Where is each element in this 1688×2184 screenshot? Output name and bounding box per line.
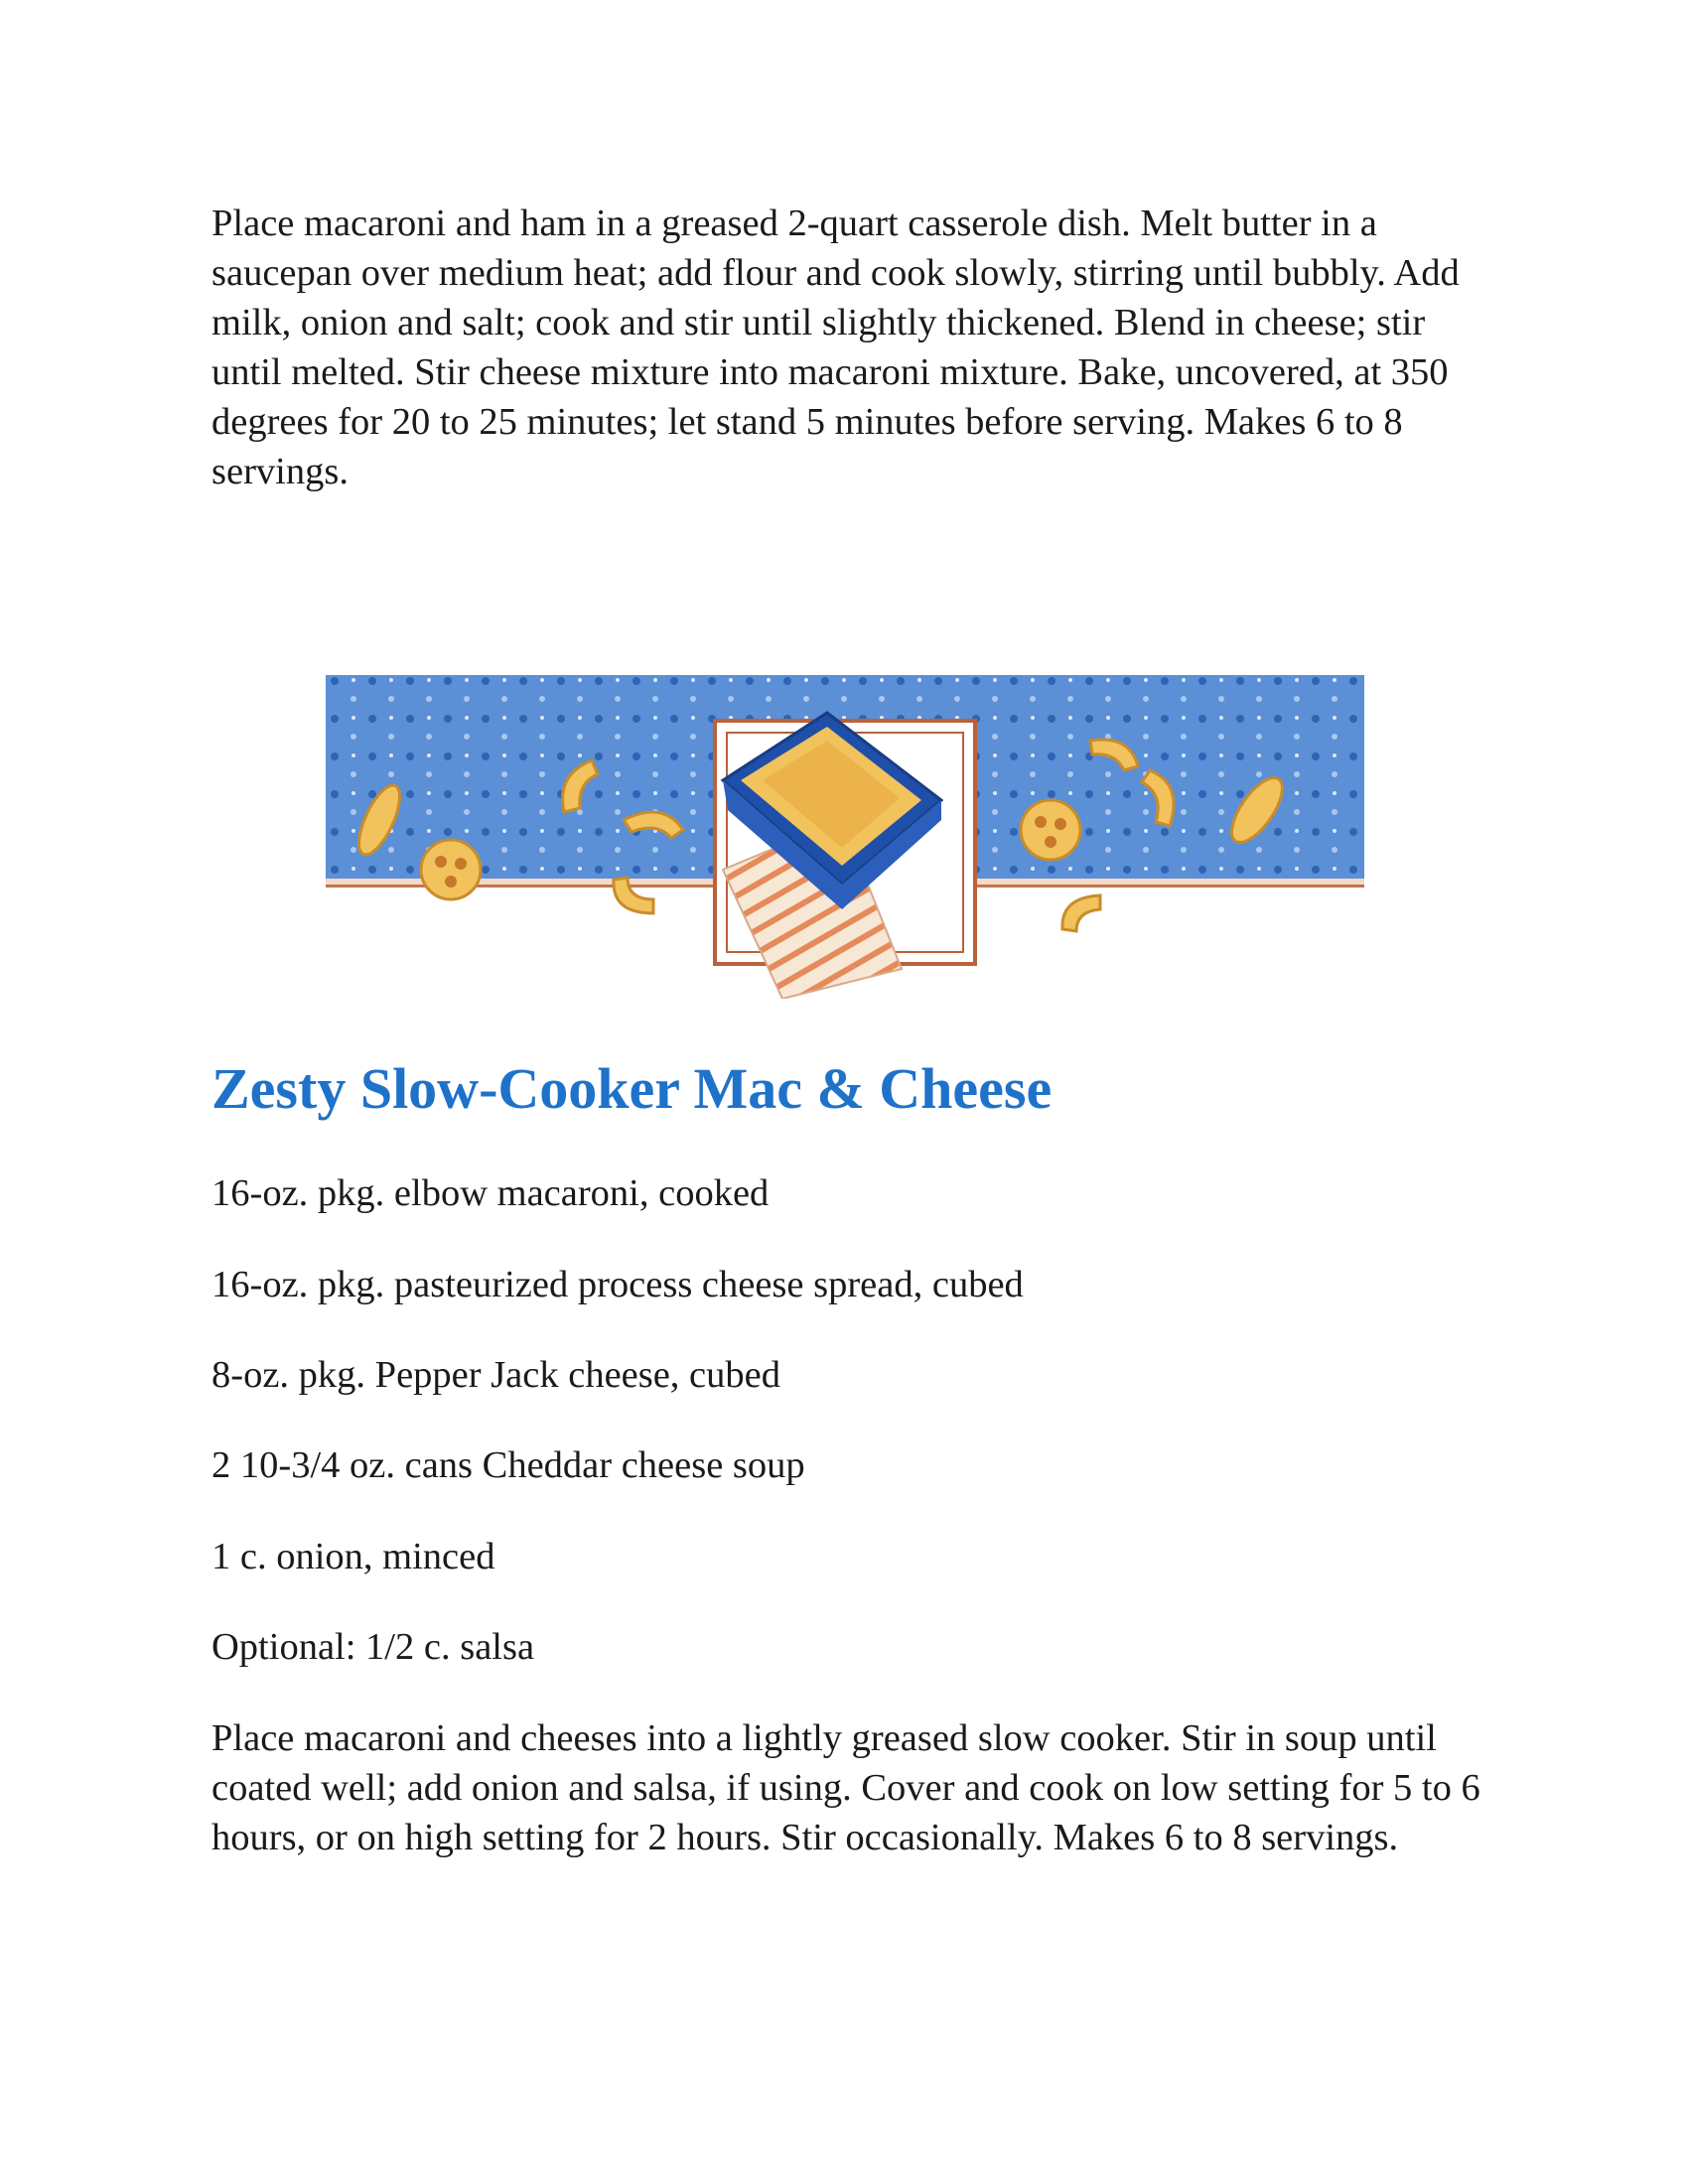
recipe-title: Zesty Slow-Cooker Mac & Cheese <box>211 1056 1053 1121</box>
method-paragraph: Place macaroni and cheeses into a lightly greased slow cooker. Stir in soup until coated well; add onion and salsa, if using. Cover and cook on low setting for 5 to 6 hours, or on high setting for 2 hours. Stir occasionally. Makes 6 to 8 servings. <box>211 1717 1480 1858</box>
ingredient-item: 16-oz. pkg. pasteurized process cheese spread, cubed <box>211 1264 1024 1305</box>
ingredient-item: 16-oz. pkg. elbow macaroni, cooked <box>211 1172 770 1214</box>
intro-paragraph: Place macaroni and ham in a greased 2-quart casserole dish. Melt butter in a saucepan over medium heat; add flour and cook slowly, stirring until bubbly. Add milk, onion and salt; cook and stir until slightly thickened. Blend in cheese; stir until melted. Stir cheese mixture into macaroni mixture. Bake, uncovered, at 350 degrees for 20 to 25 minutes; let stand 5 minutes before serving. Makes 6 to 8 servings. <box>211 203 1460 492</box>
mac-and-cheese-banner-icon <box>326 671 1364 999</box>
ingredient-item: 8-oz. pkg. Pepper Jack cheese, cubed <box>211 1354 780 1396</box>
ingredient-item: Optional: 1/2 c. salsa <box>211 1626 535 1668</box>
ingredient-item: 1 c. onion, minced <box>211 1536 495 1577</box>
ingredient-item: 2 10-3/4 oz. cans Cheddar cheese soup <box>211 1444 805 1486</box>
